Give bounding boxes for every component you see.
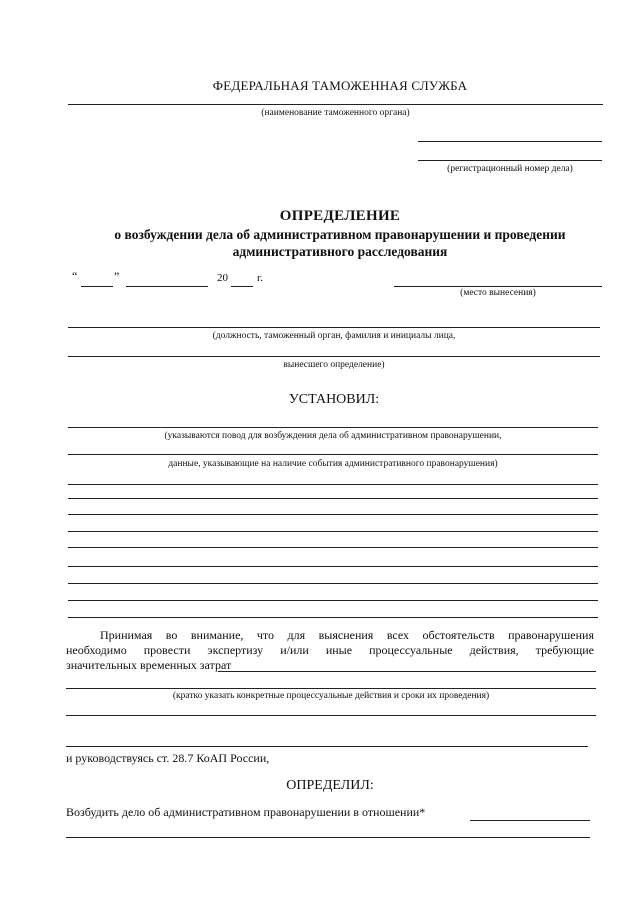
actions-line-2	[66, 688, 596, 689]
org-name-line	[68, 104, 603, 105]
blank-line-6	[68, 566, 598, 567]
blank-line-2	[68, 498, 598, 499]
actions-line-4	[66, 746, 588, 747]
document-subtitle-line2: административного расследования	[232, 244, 448, 259]
decided-heading: ОПРЕДЕЛИЛ:	[286, 778, 374, 793]
official-line-2	[68, 356, 600, 357]
decided-statement: Возбудить дело об административном правонарушении в отношении*	[66, 805, 426, 819]
established-caption-1: (указываются повод для возбуждения дела об административном правонарушении,	[164, 431, 502, 441]
year-suffix: г.	[257, 272, 264, 284]
consideration-line-1: Принимая во внимание, что для выяснения всех обстоятельств правонарушения	[100, 628, 594, 642]
respect-of-line	[470, 820, 590, 821]
org-name-caption: (наименование таможенного органа)	[261, 108, 410, 118]
date-open-quote: “	[72, 269, 78, 283]
year-line	[231, 286, 253, 287]
blank-line-3	[68, 514, 598, 515]
agency-name: ФЕДЕРАЛЬНАЯ ТАМОЖЕННАЯ СЛУЖБА	[212, 78, 468, 93]
reg-number-line-2	[418, 160, 602, 161]
official-caption-1: (должность, таможенный орган, фамилия и инициалы лица,	[212, 331, 456, 341]
blank-line-4	[68, 531, 598, 532]
established-line-2	[68, 454, 598, 455]
day-line	[81, 286, 113, 287]
reg-number-caption: (регистрационный номер дела)	[447, 164, 573, 174]
established-caption-2: данные, указывающие на наличие события административного правонарушения)	[168, 459, 498, 469]
final-line	[66, 837, 590, 838]
blank-line-9	[68, 617, 598, 618]
month-line	[126, 286, 208, 287]
blank-line-8	[68, 600, 598, 601]
date-close-quote: ”	[114, 269, 120, 283]
blank-line-7	[68, 583, 598, 584]
place-caption: (место вынесения)	[460, 288, 536, 298]
place-line	[394, 286, 602, 287]
official-caption-2: вынесшего определение)	[283, 360, 385, 370]
established-line-1	[68, 427, 598, 428]
reg-number-line-1	[418, 141, 602, 142]
established-heading: УСТАНОВИЛ:	[288, 392, 380, 407]
actions-line-3	[66, 715, 596, 716]
consideration-line-3: значительных временных затрат	[66, 658, 232, 672]
document-title: ОПРЕДЕЛЕНИЕ	[279, 208, 401, 224]
guided-statement: и руководствуясь ст. 28.7 КоАП России,	[66, 751, 270, 765]
actions-caption: (кратко указать конкретные процессуальные действия и сроки их проведения)	[172, 691, 490, 701]
actions-line-1	[218, 671, 596, 672]
official-line-1	[68, 327, 600, 328]
consideration-line-2: необходимо провести экспертизу и/или иные процессуальные действия, требующие	[66, 643, 594, 657]
blank-line-5	[68, 547, 598, 548]
year-prefix: 20	[217, 272, 228, 284]
document-subtitle-line1: о возбуждении дела об административном правонарушении и проведении	[114, 227, 566, 242]
blank-line-1	[68, 484, 598, 485]
